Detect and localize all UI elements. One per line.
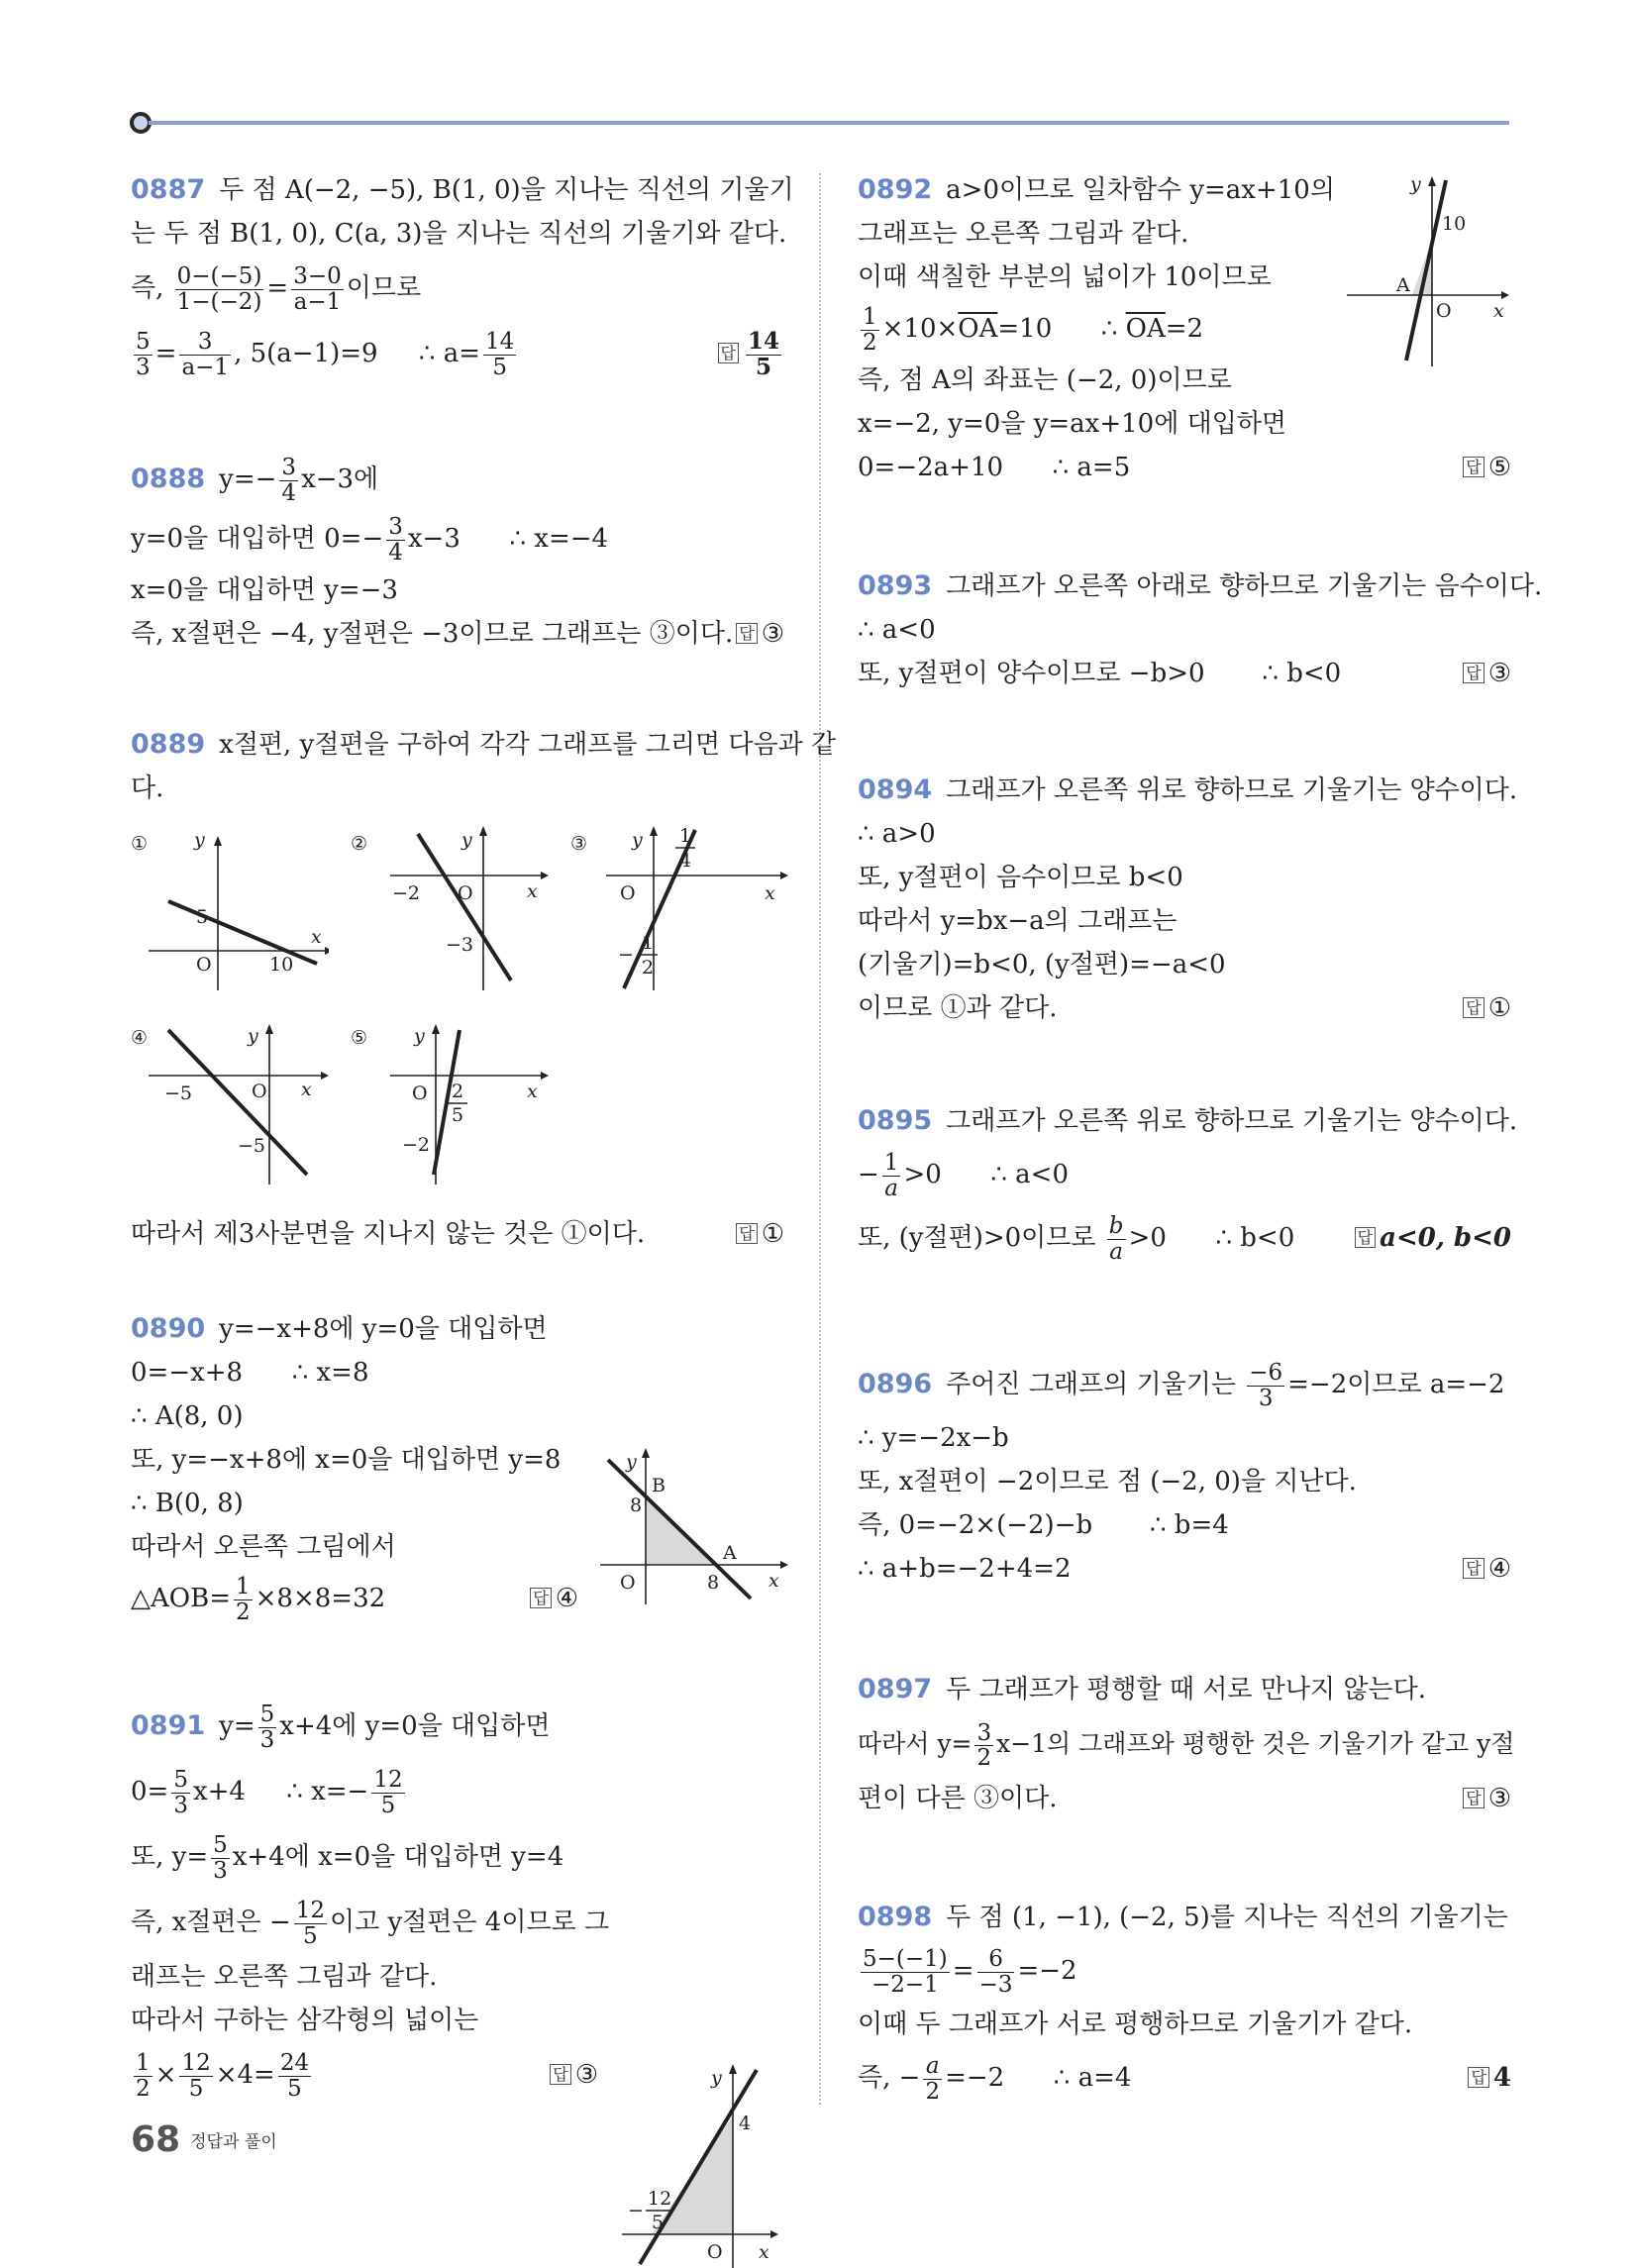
text: y=− (219, 464, 277, 494)
problem-0887: 0887 두 점 A(−2, −5), B(1, 0)을 지나는 직선의 기울기 는 두 점 B(1, 0), C(a, 3)을 지나는 직선의 기울기와 같다. 즉, $\frac{0-(-5)}{1-(-2)}$ = $\frac{3-0}{a-1}$ 이므로 $\frac{5}{3}$ = $\frac{3}{a-1}$ , 5(a−1)=9 ∴ a= $\frac{14}{5}$ 답 $\frac{14}{5}$ (131, 168, 784, 386)
text-line: ∴ y=−2x−b (858, 1423, 1009, 1453)
svg-text:−5: −5 (164, 1082, 193, 1104)
answer: 답 ④ (1463, 1547, 1511, 1594)
svg-text:x: x (1493, 300, 1504, 322)
svg-text:x: x (768, 1570, 779, 1592)
svg-text:4: 4 (739, 2113, 752, 2134)
svg-text:O: O (620, 882, 636, 904)
svg-text:A: A (1396, 274, 1410, 296)
text-line: x=−2, y=0을 y=ax+10에 대입하면 (858, 409, 1287, 439)
svg-text:1: 1 (642, 932, 655, 954)
text: 즉, x절편은 − (131, 1907, 291, 1937)
svg-text:y: y (248, 1025, 258, 1047)
text-line: 또, y절편이 음수이므로 b<0 (858, 863, 1183, 892)
text: =−2 (1017, 1956, 1077, 1986)
text: 주어진 그래프의 기울기는 (946, 1370, 1236, 1399)
fraction: $\frac{3}{2}$ (976, 1719, 992, 1771)
svg-text:5: 5 (196, 906, 209, 928)
segment-oa: $\overline{OA}$ (958, 314, 998, 344)
svg-text:5: 5 (652, 2212, 665, 2233)
svg-text:x: x (527, 1081, 538, 1102)
problem-0897 (858, 1668, 1515, 1820)
svg-text:−5: −5 (238, 1135, 266, 1157)
text-line: 두 그래프가 평행할 때 서로 만나지 않는다. (946, 1675, 1426, 1704)
svg-text:−: − (628, 2200, 644, 2221)
text: >0 (1128, 1223, 1167, 1253)
text: >0 (903, 1160, 942, 1189)
fraction: $\frac{6}{-3}$ (978, 1946, 1013, 1998)
text: 이고 y절편은 4이므로 그 (330, 1907, 610, 1937)
text-line: a>0이므로 일차함수 y=ax+10의 (946, 175, 1335, 205)
text: =2 (1165, 314, 1204, 344)
text: − (858, 1160, 879, 1189)
svg-text:2: 2 (452, 1081, 464, 1102)
svg-text:−2: −2 (402, 1134, 431, 1156)
problem-0889-conclusion (131, 1212, 784, 1256)
svg-text:y: y (1410, 173, 1421, 195)
graph-0892 (1347, 168, 1515, 366)
svg-text:y: y (414, 1025, 425, 1047)
problem-number: 0895 (858, 1105, 933, 1136)
answer: 답 ③ (1463, 652, 1511, 698)
text: = (952, 1956, 974, 1986)
svg-text:A: A (723, 1542, 737, 1564)
fraction: $\frac{1}{a}$ (883, 1150, 899, 1201)
svg-text:8: 8 (630, 1495, 643, 1516)
graph-1 (131, 822, 329, 990)
fraction: $\frac{3}{4}$ (388, 514, 403, 566)
text-line: y=−x+8에 y=0을 대입하면 (219, 1314, 548, 1344)
text: x+4에 y=0을 대입하면 (279, 1711, 551, 1741)
text-line: 또, y=−x+8에 x=0을 대입하면 y=8 (131, 1445, 562, 1475)
text-line: 그래프가 오른쪽 위로 향하므로 기울기는 양수이다. (946, 775, 1518, 805)
text: x−1의 그래프와 평행한 것은 기울기가 같고 y절 (996, 1729, 1515, 1758)
text-line: 두 점 A(−2, −5), B(1, 0)을 지나는 직선의 기울기 (219, 175, 794, 205)
text-line: 그래프가 오른쪽 위로 향하므로 기울기는 양수이다. (946, 1106, 1518, 1136)
graph-2 (351, 822, 549, 990)
text: ∴ a= (418, 339, 480, 368)
text: ×8×8=32 (255, 1584, 386, 1613)
text-line: ∴ a<0 (858, 615, 936, 645)
text: ×10× (881, 314, 959, 344)
fraction: $\frac{3}{a-1}$ (181, 329, 230, 380)
svg-text:②: ② (351, 833, 368, 855)
problem-0894 (858, 769, 1518, 1030)
text: 즉, − (858, 2063, 921, 2093)
text-line: x=0을 대입하면 y=−3 (131, 575, 398, 605)
svg-text:O: O (252, 1081, 267, 1102)
page-number: 68 (131, 2119, 181, 2160)
text: ∴ a=5 (1052, 453, 1131, 482)
problem-0891 (131, 1694, 784, 2108)
svg-text:y: y (461, 829, 472, 851)
text: y= (219, 1711, 256, 1741)
fraction: $\frac{14}{5}$ (485, 329, 515, 380)
header-rule (149, 121, 1509, 125)
text-line: ∴ a>0 (858, 819, 936, 849)
svg-text:④: ④ (131, 1027, 149, 1049)
text-line: 두 점 (1, −1), (−2, 5)를 지나는 직선의 기울기는 (946, 1903, 1508, 1932)
text: 0= (131, 1777, 169, 1806)
svg-text:y: y (194, 829, 205, 851)
answer: 답 ③ (736, 612, 784, 659)
text: x+4에 x=0을 대입하면 y=4 (232, 1842, 564, 1872)
fraction: $\frac{12}{5}$ (295, 1898, 325, 1949)
svg-text:−3: −3 (446, 934, 474, 956)
fraction: $\frac{a}{2}$ (925, 2053, 941, 2105)
svg-text:2: 2 (642, 957, 655, 979)
text: ×4= (215, 2060, 275, 2090)
fraction: $\frac{-6}{3}$ (1249, 1360, 1283, 1411)
svg-text:x: x (311, 926, 322, 948)
graph-4 (131, 1016, 329, 1185)
problem-0888 (131, 450, 784, 656)
text: =−2 (945, 2063, 1005, 2093)
svg-text:y: y (626, 1451, 637, 1473)
svg-text:③: ③ (570, 833, 588, 855)
fraction: $\frac{5-(-1)}{-2-1}$ (863, 1946, 948, 1998)
text: =−2이므로 a=−2 (1287, 1370, 1505, 1399)
text-line: 편이 다른 ③이다. (858, 1784, 1058, 1813)
graph-3 (570, 822, 788, 990)
svg-text:4: 4 (679, 850, 692, 872)
text-line: 즉, x절편은 −4, y절편은 −3이므로 그래프는 ③이다. (131, 619, 734, 649)
answer: 답 ⑤ (1463, 446, 1511, 492)
text: 0=−2a+10 (858, 453, 1004, 482)
text: 또, y절편이 양수이므로 −b>0 (858, 659, 1205, 688)
text-line: 래프는 오른쪽 그림과 같다. (131, 1962, 438, 1992)
problem-number: 0893 (858, 570, 933, 601)
answer: 답 4 (1468, 2046, 1511, 2113)
text: × (154, 2060, 177, 2090)
problem-0896 (858, 1353, 1511, 1591)
text: ∴ x=−4 (509, 524, 609, 554)
text-line: ∴ a+b=−2+4=2 (858, 1554, 1072, 1584)
problem-number: 0889 (131, 729, 206, 760)
svg-text:5: 5 (452, 1104, 464, 1126)
section-title: 정답과 풀이 (190, 2132, 277, 2152)
svg-text:B: B (652, 1475, 665, 1496)
svg-text:x: x (759, 2241, 769, 2263)
svg-text:x: x (765, 882, 775, 904)
svg-text:O: O (196, 954, 212, 976)
answer: 답 ④ (530, 1569, 578, 1631)
svg-text:10: 10 (269, 954, 294, 976)
text: ∴ b<0 (1262, 659, 1342, 688)
text-line: 따라서 구하는 삼각형의 넓이는 (131, 2006, 479, 2035)
answer: 답 ① (736, 1212, 784, 1259)
text: =10 (997, 314, 1053, 344)
text: ∴ (1100, 314, 1126, 344)
svg-text:O: O (412, 1082, 428, 1104)
problem-number: 0888 (131, 464, 206, 494)
text: x−3 (407, 524, 461, 554)
fraction: $\frac{3}{4}$ (281, 455, 297, 506)
fraction: $\frac{3-0}{a-1}$ (293, 263, 342, 315)
fraction: $\frac{5}{3}$ (136, 329, 151, 380)
text-line: 이므로 ①과 같다. (858, 993, 1058, 1023)
text: , 5(a−1)=9 (234, 339, 378, 368)
problem-number: 0898 (858, 1902, 933, 1932)
text-line: 그래프는 오른쪽 그림과 같다. (858, 219, 1189, 249)
text: ∴ b<0 (1215, 1223, 1295, 1253)
svg-text:y: y (632, 829, 643, 851)
fraction: $\frac{1}{2}$ (136, 2050, 151, 2102)
text-line: 따라서 y=bx−a의 그래프는 (858, 906, 1177, 936)
text: 이므로 (346, 273, 422, 303)
fraction: $\frac{0-(-5)}{1-(-2)}$ (176, 263, 262, 315)
text: y=0을 대입하면 0=− (131, 524, 384, 554)
fraction: $\frac{5}{3}$ (259, 1701, 275, 1753)
text-line: 즉, 점 A의 좌표는 (−2, 0)이므로 (858, 365, 1232, 395)
fraction: $\frac{1}{2}$ (863, 304, 877, 356)
text-line: (기울기)=b<0, (y절편)=−a<0 (858, 950, 1226, 979)
svg-text:O: O (458, 882, 473, 904)
text-line: 따라서 제3사분면을 지나지 않는 것은 ①이다. (131, 1219, 646, 1249)
svg-text:O: O (707, 2241, 723, 2263)
text: 또, y= (131, 1842, 209, 1872)
text: 즉, 0=−2×(−2)−b (858, 1510, 1093, 1540)
fraction: $\frac{5}{3}$ (173, 1767, 188, 1818)
problem-0893 (858, 565, 1543, 695)
answer: 답 $\frac{14}{5}$ (718, 321, 784, 389)
page-footer (131, 2119, 277, 2160)
text-line: ∴ B(0, 8) (131, 1489, 244, 1518)
graph-0891 (622, 2060, 780, 2268)
problem-0889 (131, 723, 837, 810)
svg-text:O: O (620, 1572, 636, 1594)
text: ∴ x=− (286, 1777, 369, 1806)
problem-number: 0891 (131, 1710, 206, 1741)
text-line: 따라서 오른쪽 그림에서 (131, 1532, 396, 1562)
text: ∴ b=4 (1150, 1510, 1229, 1540)
fraction: $\frac{b}{a}$ (1108, 1213, 1124, 1265)
text: x+4 (192, 1777, 246, 1806)
svg-text:10: 10 (1442, 213, 1467, 235)
graph-5 (351, 1016, 549, 1185)
text: 0=−x+8 (131, 1358, 244, 1388)
text: △AOB= (131, 1584, 231, 1613)
column-divider (819, 173, 821, 2105)
svg-text:O: O (1436, 300, 1452, 322)
text-line: ∴ A(8, 0) (131, 1401, 244, 1431)
problem-0895 (858, 1099, 1518, 1270)
text: 또, (y절편)>0이므로 (858, 1223, 1096, 1253)
text-line: 는 두 점 B(1, 0), C(a, 3)을 지나는 직선의 기울기와 같다. (131, 219, 787, 249)
svg-text:8: 8 (707, 1572, 720, 1594)
problem-number: 0896 (858, 1369, 933, 1399)
segment-oa: $\overline{OA}$ (1125, 314, 1166, 344)
answer: 답 ③ (550, 2042, 598, 2111)
text: ∴ x=8 (291, 1358, 369, 1388)
answer: 답 ① (1463, 986, 1511, 1033)
fraction: $\frac{1}{2}$ (235, 1574, 251, 1625)
text: 즉, (131, 273, 164, 303)
fraction: $\frac{12}{5}$ (181, 2050, 211, 2102)
svg-text:y: y (711, 2067, 722, 2089)
problem-number: 0897 (858, 1674, 933, 1704)
fraction: $\frac{12}{5}$ (373, 1767, 403, 1818)
text-line: x절편, y절편을 구하여 각각 그래프를 그리면 다음과 같 (219, 730, 837, 760)
answer: 답 ③ (1463, 1777, 1511, 1823)
svg-text:1: 1 (679, 825, 692, 847)
svg-text:x: x (527, 880, 538, 902)
text: ∴ a<0 (990, 1160, 1069, 1189)
graph-0890 (590, 1446, 788, 1604)
text: = (266, 273, 289, 303)
problem-number: 0894 (858, 774, 933, 805)
svg-text:−: − (618, 944, 634, 966)
problem-number: 0892 (858, 174, 933, 205)
text: 따라서 y= (858, 1729, 973, 1758)
text: x−3에 (301, 464, 379, 494)
problem-number: 0887 (131, 174, 206, 205)
text-line: 이때 색칠한 부분의 넓이가 10이므로 (858, 262, 1272, 292)
fraction: $\frac{5}{3}$ (213, 1832, 228, 1884)
svg-text:①: ① (131, 833, 149, 855)
problem-number: 0890 (131, 1313, 206, 1344)
svg-text:⑤: ⑤ (351, 1027, 368, 1049)
text-line: 다. (131, 773, 164, 803)
svg-text:−2: −2 (392, 882, 421, 904)
svg-text:12: 12 (648, 2188, 672, 2210)
svg-text:x: x (301, 1079, 312, 1100)
text-line: 이때 두 그래프가 서로 평행하므로 기울기가 같다. (858, 2010, 1413, 2039)
text-line: 또, x절편이 −2이므로 점 (−2, 0)을 지난다. (858, 1467, 1357, 1496)
fraction: $\frac{24}{5}$ (279, 2050, 310, 2102)
text: ∴ a=4 (1053, 2063, 1132, 2093)
text-line: 그래프가 오른쪽 아래로 향하므로 기울기는 음수이다. (946, 571, 1543, 601)
answer: 답 a<0, b<0 (1355, 1206, 1511, 1273)
problem-0898 (858, 1896, 1511, 2110)
